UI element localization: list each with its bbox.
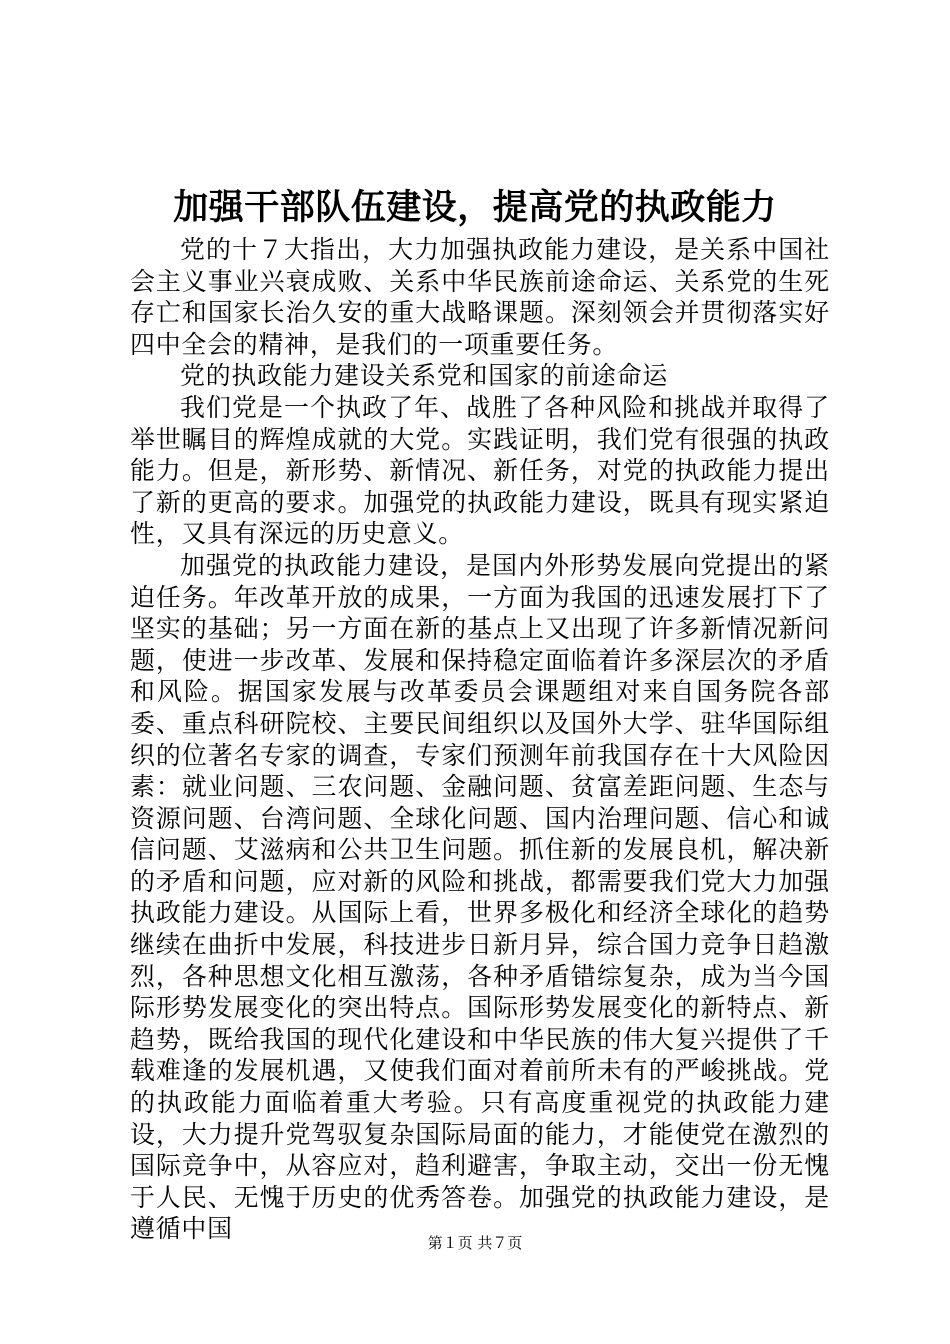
paragraph-intro: 党的十７大指出，大力加强执政能力建设，是关系中国社会主义事业兴衰成败、关系中华民族前途命运、关系党的生死存亡和国家长治久安的重大战略课题。深刻领会并贯彻落实好四中全会的精神，是我们的一项重要任务。 bbox=[130, 235, 830, 359]
document-body bbox=[130, 234, 830, 1245]
section-heading: 党的执政能力建设关系党和国家的前途命运 bbox=[180, 361, 669, 391]
paragraph-party-history: 我们党是一个执政了年、战胜了各种风险和挑战并取得了举世瞩目的辉煌成就的大党。实践证明，我们党有很强的执政能力。但是，新形势、新情况、新任务，对党的执政能力提出了新的更高的要求。加强党的执政能力建设，既具有现实紧迫性，又具有深远的历史意义。 bbox=[130, 392, 830, 549]
document-title: 加强干部队伍建设，提高党的执政能力 bbox=[173, 187, 777, 228]
page-number-footer: 第１页 共７页 bbox=[427, 1234, 523, 1252]
paragraph-urgent-task: 加强党的执政能力建设，是国内外形势发展向党提出的紧迫任务。年改革开放的成果，一方面为我国的迅速发展打下了坚实的基础；另一方面在新的基点上又出现了许多新情况新问题，使进一步改革、发展和保持稳定面临着许多深层次的矛盾和风险。据国家发展与改革委员会课题组对来自国务院各部委、重点科研院校、主要民间组织以及国外大学、驻华国际组织的位著名专家的调查，专家们预测年前我国存在十大风险因素：就业问题、三农问题、金融问题、贫富差距问题、生态与资源问题、台湾问题、全球化问题、国内治理问题、信心和诚信问题、艾滋病和公共卫生问题。抓住新的发展良机，解决新的矛盾和问题，应对新的风险和挑战，都需要我们党大力加强执政能力建设。从国际上看，世界多极化和经济全球化的趋势继续在曲折中发展，科技进步日新月异，综合国力竞争日趋激烈，各种思想文化相互激荡，各种矛盾错综复杂，成为当今国际形势发展变化的突出特点。国际形势发展变化的新特点、新趋势，既给我国的现代化建设和中华民族的伟大复兴提供了千载难逢的发展机遇，又使我们面对着前所未有的严峻挑战。党的执政能力面临着重大考验。只有高度重视党的执政能力建设，大力提升党驾驭复杂国际局面的能力，才能使党在激烈的国际竞争中，从容应对，趋利避害，争取主动，交出一份无愧于人民、无愧于历史的优秀答卷。加强党的执政能力建设，是遵循中国 bbox=[130, 550, 830, 1244]
